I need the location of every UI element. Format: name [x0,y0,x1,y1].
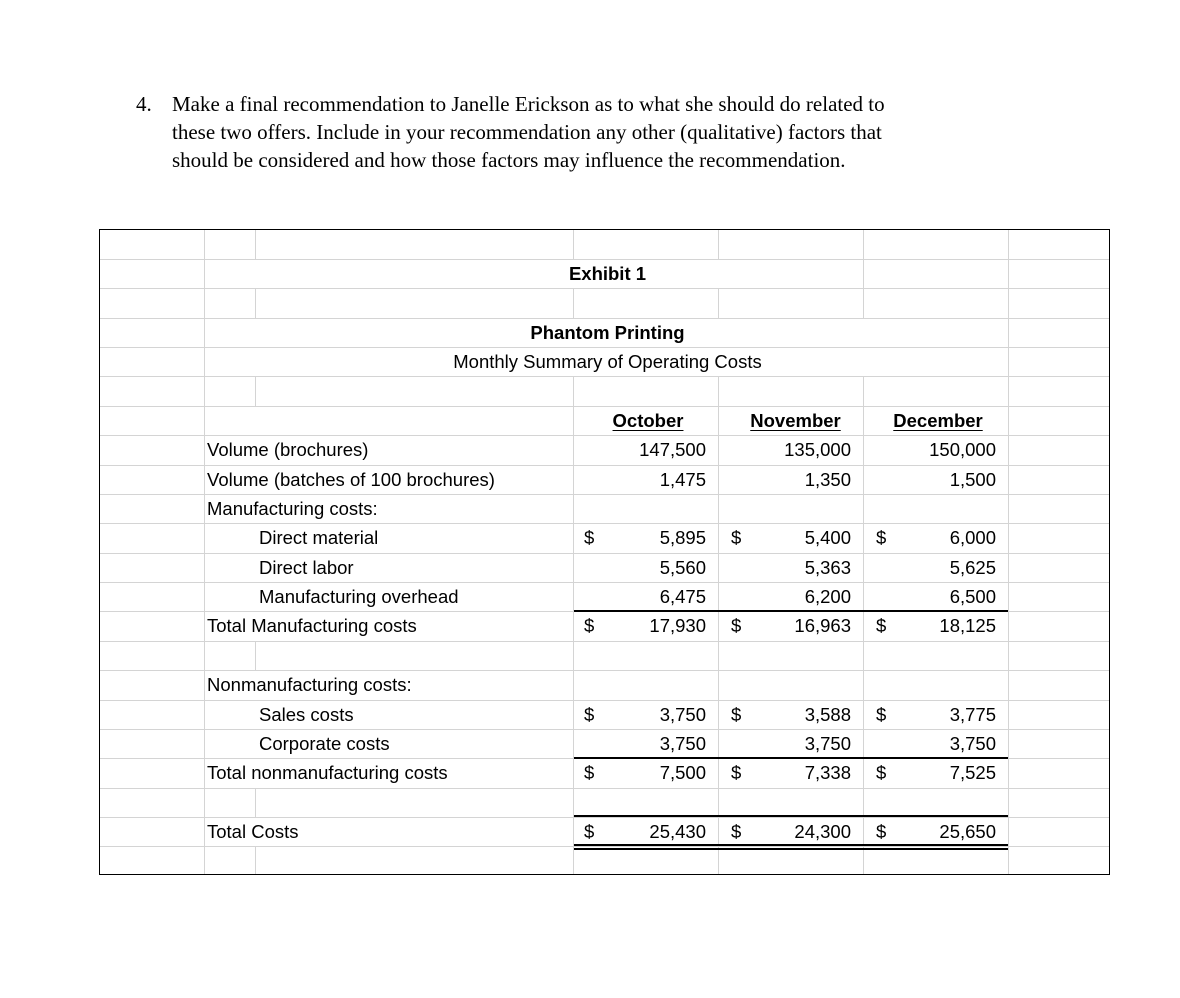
row-label-total-manufacturing: Total Manufacturing costs [207,615,417,636]
row-label-manufacturing-overhead: Manufacturing overhead [259,586,459,607]
total-rule [574,815,1008,817]
value-cell: 7,338 [804,762,851,783]
currency-symbol: $ [731,821,742,842]
subtotal-rule [574,757,1008,759]
currency-symbol: $ [731,527,742,548]
value-cell: 135,000 [784,439,851,460]
exhibit-label: Exhibit 1 [568,263,647,284]
row-label-volume-batches: Volume (batches of 100 brochures) [207,469,495,490]
value-cell: 1,475 [659,469,706,490]
gridline [573,230,574,259]
row-label-volume-brochures: Volume (brochures) [207,439,369,460]
gridline [1008,230,1009,875]
value-cell: 17,930 [649,615,706,636]
gridline [100,641,1109,642]
currency-symbol: $ [584,762,595,783]
value-cell: 5,400 [804,527,851,548]
gridline [863,230,864,318]
question-text [172,90,1032,174]
currency-symbol: $ [584,615,595,636]
row-label-total-nonmanufacturing: Total nonmanufacturing costs [207,762,448,783]
gridline [100,318,1109,319]
currency-symbol: $ [876,821,887,842]
gridline [255,288,256,318]
currency-symbol: $ [584,821,595,842]
gridline [100,670,1109,671]
section-header-nonmanufacturing: Nonmanufacturing costs: [207,674,412,695]
gridline [718,230,719,259]
value-cell: 6,000 [949,527,996,548]
value-cell: 3,750 [804,733,851,754]
gridline [573,288,574,318]
gridline [255,641,256,670]
value-cell: 25,430 [649,821,706,842]
month-header-october: October [612,410,684,431]
gridline [100,347,1109,348]
exhibit-spreadsheet [99,229,1110,875]
gridline [255,788,256,817]
gridline [100,817,1109,818]
gridline [255,230,256,259]
section-header-manufacturing: Manufacturing costs: [207,498,378,519]
question-line: Make a final recommendation to Janelle Erickson as to what she should do related to [172,92,885,116]
gridline [100,523,1109,524]
value-cell: 18,125 [939,615,996,636]
currency-symbol: $ [584,704,595,725]
value-cell: 3,750 [949,733,996,754]
row-label-direct-material: Direct material [259,527,379,548]
value-cell: 3,750 [659,704,706,725]
company-name: Phantom Printing [530,322,685,343]
subtotal-rule [574,610,1008,612]
gridline [718,376,719,875]
gridline [100,406,1109,407]
gridline [100,435,1109,436]
gridline [100,376,1109,377]
value-cell: 1,500 [949,469,996,490]
gridline [255,846,256,875]
value-cell: 150,000 [929,439,996,460]
currency-symbol: $ [876,762,887,783]
currency-symbol: $ [876,704,887,725]
gridline [100,788,1109,789]
value-cell: 6,200 [804,586,851,607]
value-cell: 25,650 [939,821,996,842]
gridline [100,288,1109,289]
gridline [100,582,1109,583]
currency-symbol: $ [731,615,742,636]
currency-symbol: $ [731,704,742,725]
value-cell: 16,963 [794,615,851,636]
gridline [863,376,864,875]
month-header-december: December [893,410,983,431]
row-label-corporate-costs: Corporate costs [259,733,390,754]
value-cell: 3,750 [659,733,706,754]
value-cell: 3,588 [804,704,851,725]
value-cell: 3,775 [949,704,996,725]
month-header-november: November [750,410,841,431]
value-cell: 5,560 [659,557,706,578]
currency-symbol: $ [876,527,887,548]
gridline [573,376,574,875]
value-cell: 5,363 [804,557,851,578]
gridline [100,465,1109,466]
question-line: should be considered and how those factors may influence the recommendation. [172,148,846,172]
value-cell: 5,625 [949,557,996,578]
currency-symbol: $ [876,615,887,636]
gridline [100,700,1109,701]
value-cell: 6,500 [949,586,996,607]
value-cell: 6,475 [659,586,706,607]
value-cell: 7,500 [659,762,706,783]
value-cell: 5,895 [659,527,706,548]
value-cell: 147,500 [639,439,706,460]
report-subtitle: Monthly Summary of Operating Costs [453,351,762,372]
double-underline [574,848,1008,850]
gridline [718,288,719,318]
value-cell: 24,300 [794,821,851,842]
gridline [100,846,1109,847]
row-label-sales-costs: Sales costs [259,704,354,725]
gridline [255,376,256,406]
gridline [204,230,205,875]
value-cell: 7,525 [949,762,996,783]
currency-symbol: $ [731,762,742,783]
row-label-direct-labor: Direct labor [259,557,354,578]
row-label-total-costs: Total Costs [207,821,299,842]
gridline [100,553,1109,554]
gridline [100,259,1109,260]
double-underline [574,844,1008,846]
gridline [100,729,1109,730]
gridline [100,494,1109,495]
value-cell: 1,350 [804,469,851,490]
question-number: 4. [136,92,152,116]
currency-symbol: $ [584,527,595,548]
question-line: these two offers. Include in your recommendation any other (qualitative) factors that [172,120,882,144]
